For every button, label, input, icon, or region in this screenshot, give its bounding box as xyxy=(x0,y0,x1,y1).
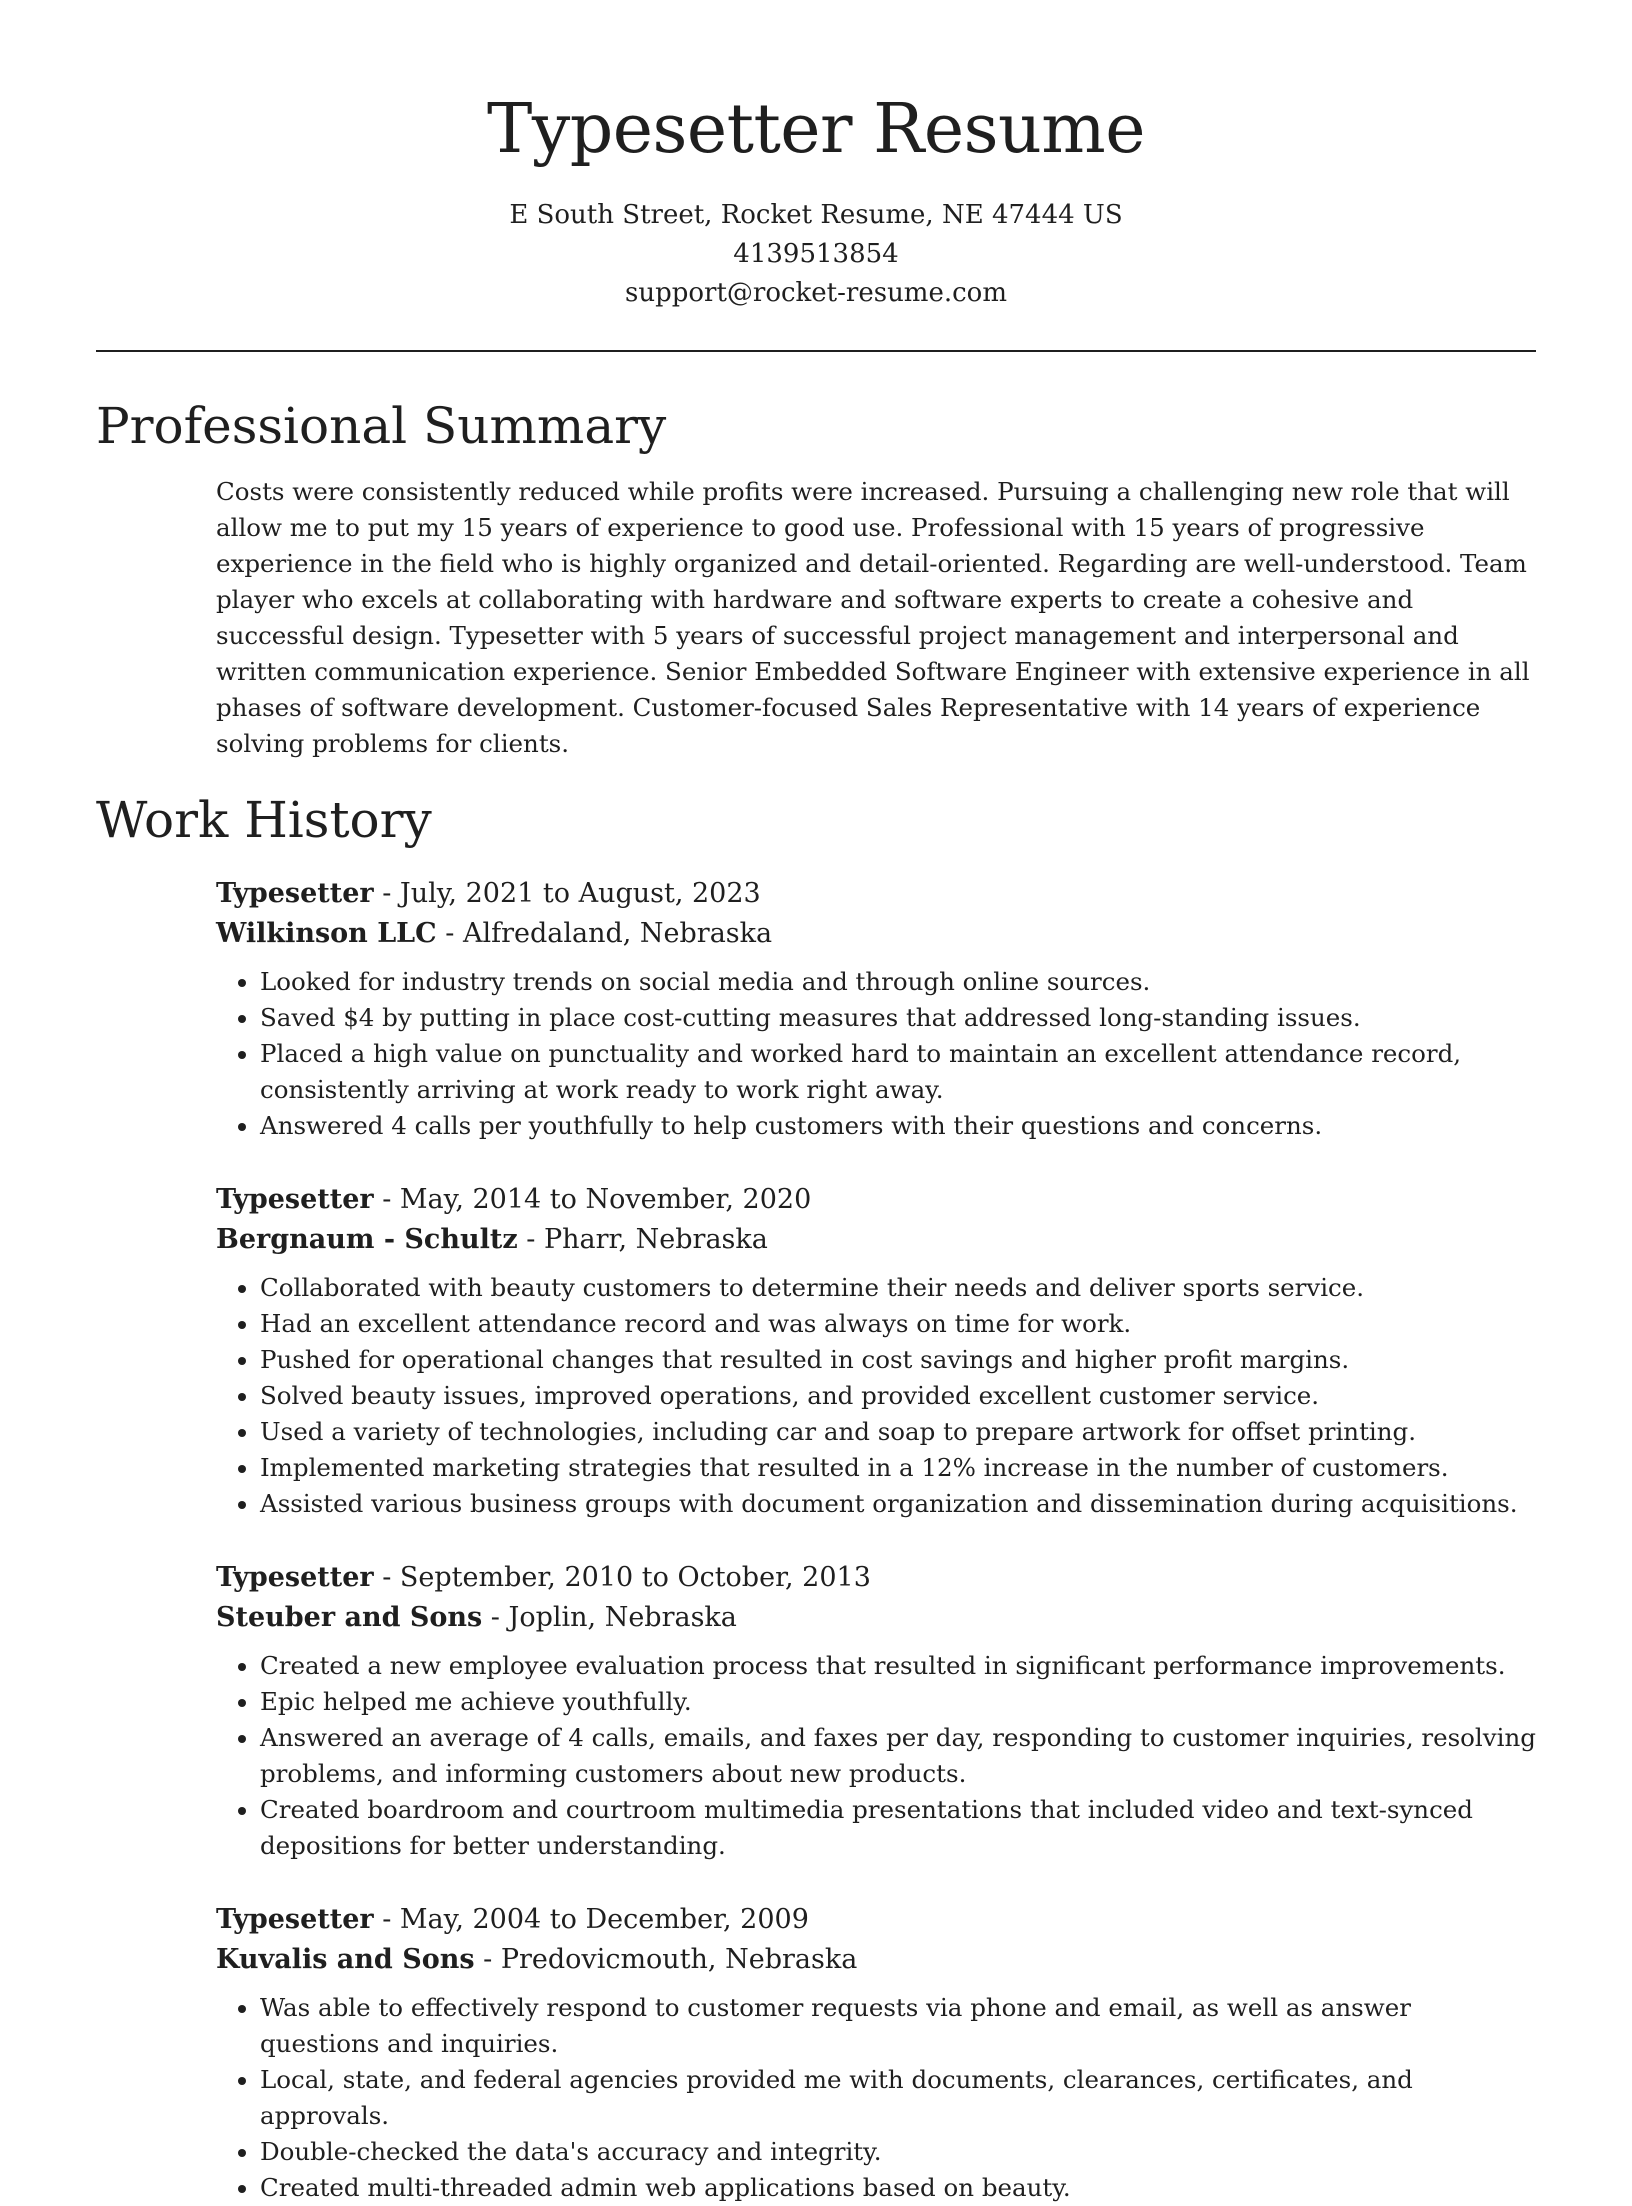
job-company-line xyxy=(216,1220,1536,1260)
job-bullet: • Pushed for operational changes that resulted in cost savings and higher profit margins. xyxy=(260,1342,1536,1378)
job-location: Predovicmouth, Nebraska xyxy=(500,1944,858,1975)
job-bullet: • Double-checked the data's accuracy and integrity. xyxy=(260,2134,1536,2170)
separator: - xyxy=(482,1602,509,1633)
separator: - xyxy=(373,878,400,909)
separator: - xyxy=(474,1944,501,1975)
job-bullet: • Created a new employee evaluation process that resulted in significant performance improvements. xyxy=(260,1648,1536,1684)
job-bullet: • Looked for industry trends on social media and through online sources. xyxy=(260,964,1536,1000)
job-bullet: • Was able to effectively respond to customer requests via phone and email, as well as answer questions and inquiries. xyxy=(260,1990,1536,2062)
job-bullet: • Collaborated with beauty customers to determine their needs and deliver sports service. xyxy=(260,1270,1536,1306)
separator: - xyxy=(373,1184,400,1215)
job-bullet: • Had an excellent attendance record and was always on time for work. xyxy=(260,1306,1536,1342)
job-title-line xyxy=(216,1180,1536,1220)
contact-phone: 4139513854 xyxy=(733,239,899,269)
job-title-line xyxy=(216,1900,1536,1940)
work-history-heading: Work History xyxy=(96,791,432,849)
resume-title: Typesetter Resume xyxy=(486,90,1146,169)
job-title-line xyxy=(216,1558,1536,1598)
job-dates: May, 2004 to December, 2009 xyxy=(399,1904,809,1935)
job-dates: May, 2014 to November, 2020 xyxy=(399,1184,812,1215)
contact-email: support@rocket-resume.com xyxy=(624,278,1007,308)
job-title: Typesetter xyxy=(216,1904,374,1935)
job-company-line xyxy=(216,1940,1536,1980)
job-company: Kuvalis and Sons xyxy=(216,1944,475,1975)
job-company: Bergnaum - Schultz xyxy=(216,1224,518,1255)
job-entry xyxy=(216,874,1536,1144)
job-company-line xyxy=(216,914,1536,954)
job-dates: July, 2021 to August, 2023 xyxy=(399,878,761,909)
job-bullet: • Assisted various business groups with document organization and dissemination during acquisitions. xyxy=(260,1486,1536,1522)
job-bullet: • Local, state, and federal agencies provided me with documents, clearances, certificates, and approvals. xyxy=(260,2062,1536,2134)
job-bullet: • Created boardroom and courtroom multimedia presentations that included video and text-synced depositions for better understanding. xyxy=(260,1792,1536,1864)
job-company: Steuber and Sons xyxy=(216,1602,483,1633)
job-bullet: • Created multi-threaded admin web applications based on beauty. xyxy=(260,2170,1536,2206)
job-company: Wilkinson LLC xyxy=(216,918,437,949)
contact-address: E South Street, Rocket Resume, NE 47444 US xyxy=(509,200,1123,230)
summary-heading: Professional Summary xyxy=(96,397,667,455)
job-title-line xyxy=(216,874,1536,914)
job-bullet: • Epic helped me achieve youthfully. xyxy=(260,1684,1536,1720)
job-entry xyxy=(216,1900,1536,2206)
job-bullet: • Solved beauty issues, improved operations, and provided excellent customer service. xyxy=(260,1378,1536,1414)
job-bullet: • Placed a high value on punctuality and worked hard to maintain an excellent attendance record, consistently arriving at work ready to work right away. xyxy=(260,1036,1536,1108)
header-divider xyxy=(96,350,1536,352)
summary-section xyxy=(96,394,1536,762)
work-history-section xyxy=(96,788,1536,2206)
job-bullet: • Implemented marketing strategies that resulted in a 12% increase in the number of customers. xyxy=(260,1450,1536,1486)
job-bullet: • Answered an average of 4 calls, emails, and faxes per day, responding to customer inquiries, resolving problems, and informing customers about new products. xyxy=(260,1720,1536,1792)
summary-text: Costs were consistently reduced while profits were increased. Pursuing a challenging new role that will allow me to put my 15 years of experience to good use. Professional with 15 years of progressive experience in the field who is highly organized and detail-oriented. Regarding are well-understood. Team player who excels at collaborating with hardware and software experts to create a cohesive and successful design. Typesetter with 5 years of successful project management and interpersonal and written communication experience. Senior Embedded Software Engineer with extensive experience in all phases of software development. Customer-focused Sales Representative with 14 years of experience solving problems for clients. xyxy=(216,477,1530,758)
job-title: Typesetter xyxy=(216,1184,374,1215)
separator: - xyxy=(436,918,463,949)
job-title: Typesetter xyxy=(216,1562,374,1593)
job-location: Joplin, Nebraska xyxy=(508,1602,737,1633)
job-bullets xyxy=(216,1990,1536,2206)
resume-header xyxy=(96,0,1536,313)
separator: - xyxy=(373,1904,400,1935)
job-company-line xyxy=(216,1598,1536,1638)
job-location: Alfredaland, Nebraska xyxy=(462,918,773,949)
job-title: Typesetter xyxy=(216,878,374,909)
job-location: Pharr, Nebraska xyxy=(544,1224,768,1255)
job-bullets xyxy=(216,1270,1536,1522)
job-dates: September, 2010 to October, 2013 xyxy=(399,1562,871,1593)
job-bullets xyxy=(216,1648,1536,1864)
job-bullets xyxy=(216,964,1536,1144)
job-bullet: • Saved $4 by putting in place cost-cutting measures that addressed long-standing issues. xyxy=(260,1000,1536,1036)
separator: - xyxy=(373,1562,400,1593)
contact-info xyxy=(96,196,1536,313)
job-entry xyxy=(216,1558,1536,1864)
job-bullet: • Used a variety of technologies, including car and soap to prepare artwork for offset printing. xyxy=(260,1414,1536,1450)
separator: - xyxy=(517,1224,544,1255)
job-bullet: • Answered 4 calls per youthfully to help customers with their questions and concerns. xyxy=(260,1108,1536,1144)
job-entry xyxy=(216,1180,1536,1522)
